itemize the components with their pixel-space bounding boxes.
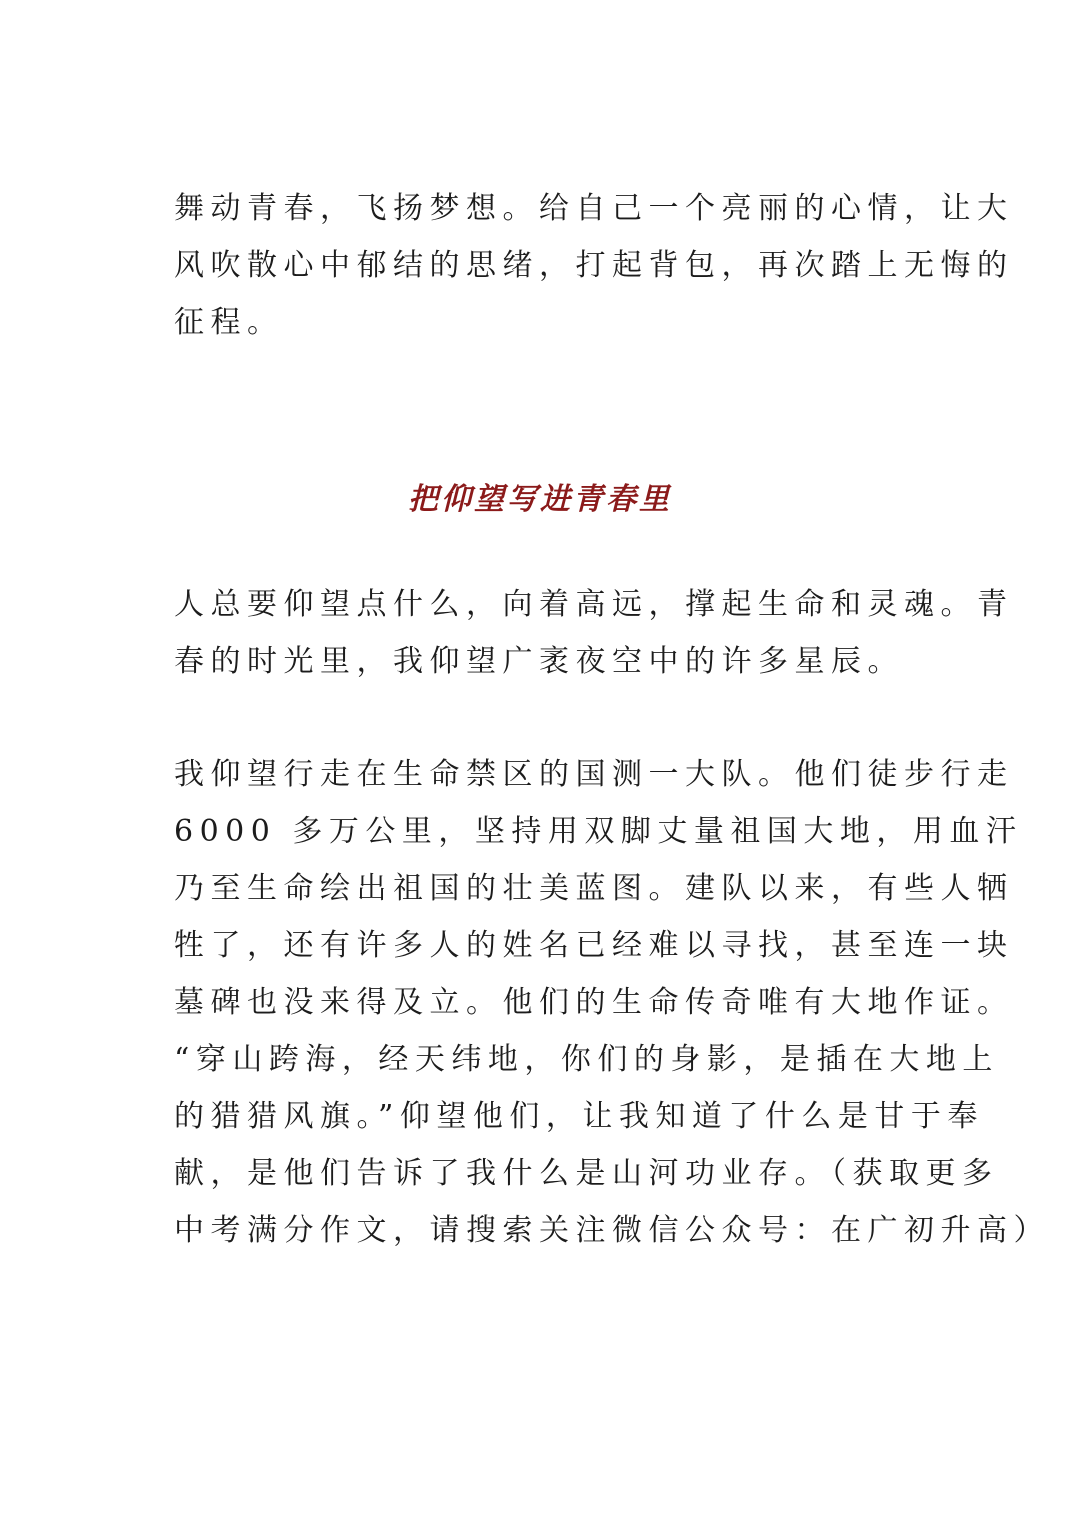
text-line: 乃至生命绘出祖国的壮美蓝图。建队以来，有些人牺 [174,871,1014,906]
text-line: 我仰望行走在生命禁区的国测一大队。他们徒步行走 [174,757,1014,792]
text-line: 人总要仰望点什么，向着高远，撑起生命和灵魂。青 [174,587,1014,622]
text-line: 风吹散心中郁结的思绪，打起背包，再次踏上无悔的 [174,248,1014,283]
text-line: “穿山跨海，经天纬地，你们的身影，是插在大地上 [174,1042,999,1077]
text-line: 牲了，还有许多人的姓名已经难以寻找，甚至连一块 [174,928,1014,963]
text-line: 春的时光里，我仰望广袤夜空中的许多星辰。 [174,644,904,679]
text-line: 征程。 [174,305,284,340]
paragraph-survey-team [174,746,1050,1259]
text-line: 中考满分作文，请搜索关注微信公众号：在广初升高） [174,1213,1050,1248]
section-heading: 把仰望写进青春里 [408,482,672,517]
text-line: 的猎猎风旗。”仰望他们，让我知道了什么是甘于奉 [174,1099,984,1134]
text-line: 舞动青春，飞扬梦想。给自己一个亮丽的心情，让大 [174,191,1014,226]
text-line: 6000 多万公里，坚持用双脚丈量祖国大地，用血汗 [174,814,1023,849]
paragraph-intro [174,180,1014,351]
text-line: 墓碑也没来得及立。他们的生命传奇唯有大地作证。 [174,985,1014,1020]
text-line: 献，是他们告诉了我什么是山河功业存。（获取更多 [174,1156,999,1191]
paragraph-stars [174,576,1014,690]
